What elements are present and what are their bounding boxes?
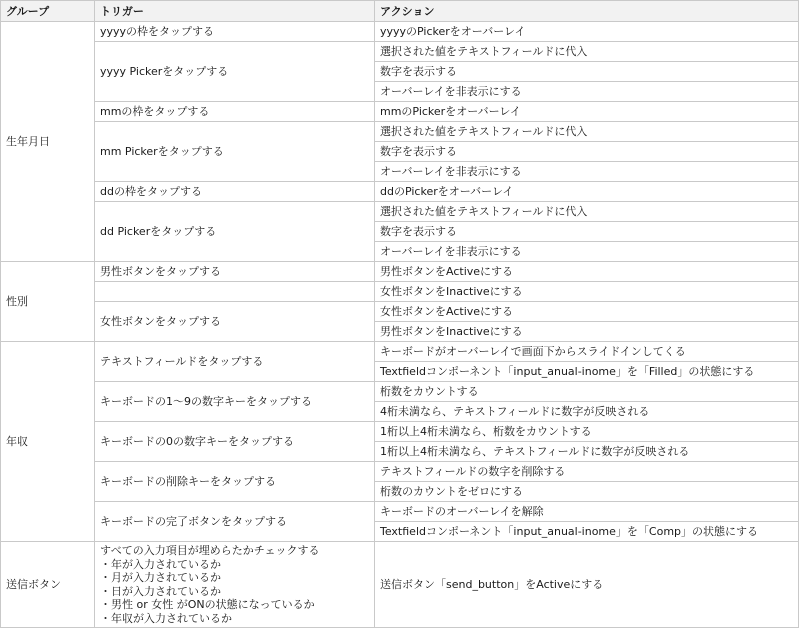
header-action: アクション (375, 1, 799, 22)
header-trigger: トリガー (95, 1, 375, 22)
action-cell: オーバーレイを非表示にする (375, 242, 799, 262)
table-row (1, 202, 799, 222)
table-row (1, 42, 799, 62)
table-row (1, 302, 799, 322)
table-header-row (1, 1, 799, 22)
trigger-cell: キーボードの0の数字キーをタップする (95, 422, 375, 462)
action-cell: 選択された値をテキストフィールドに代入 (375, 122, 799, 142)
trigger-cell: mm Pickerをタップする (95, 122, 375, 182)
trigger-cell: テキストフィールドをタップする (95, 342, 375, 382)
trigger-cell: 女性ボタンをタップする (95, 302, 375, 342)
trigger-cell: キーボードの1〜9の数字キーをタップする (95, 382, 375, 422)
group-cell-income: 年収 (1, 342, 95, 542)
table-row (1, 262, 799, 282)
trigger-cell: yyyy Pickerをタップする (95, 42, 375, 102)
table-row (1, 122, 799, 142)
check-line: ・日が入力されているか (100, 584, 221, 598)
check-line: ・年収が入力されているか (100, 611, 232, 625)
action-cell: 選択された値をテキストフィールドに代入 (375, 202, 799, 222)
table-row (1, 502, 799, 522)
check-line: ・年が入力されているか (100, 557, 221, 571)
trigger-cell: ddの枠をタップする (95, 182, 375, 202)
table-row (1, 542, 799, 628)
action-cell: 桁数をカウントする (375, 382, 799, 402)
action-cell: テキストフィールドの数字を削除する (375, 462, 799, 482)
action-cell: mmのPickerをオーバーレイ (375, 102, 799, 122)
table-row (1, 282, 799, 302)
trigger-cell-empty (95, 282, 375, 302)
trigger-cell: dd Pickerをタップする (95, 202, 375, 262)
action-cell: 数字を表示する (375, 222, 799, 242)
action-cell: Textfieldコンポーネント「input_anual-inome」を「Filled」の状態にする (375, 362, 799, 382)
header-group: グループ (1, 1, 95, 22)
action-cell: yyyyのPickerをオーバーレイ (375, 22, 799, 42)
action-cell: ddのPickerをオーバーレイ (375, 182, 799, 202)
check-line: ・男性 or 女性 がONの状態になっているか (100, 598, 315, 611)
action-cell: 桁数のカウントをゼロにする (375, 482, 799, 502)
action-cell: オーバーレイを非表示にする (375, 82, 799, 102)
action-cell: 選択された値をテキストフィールドに代入 (375, 42, 799, 62)
action-cell: 4桁未満なら、テキストフィールドに数字が反映される (375, 402, 799, 422)
table-row (1, 22, 799, 42)
check-line: ・月が入力されているか (100, 571, 221, 584)
trigger-cell-send-check (95, 542, 375, 628)
trigger-cell: mmの枠をタップする (95, 102, 375, 122)
action-cell: Textfieldコンポーネント「input_anual-inome」を「Comp」の状態にする (375, 522, 799, 542)
group-cell-send: 送信ボタン (1, 542, 95, 628)
check-line: すべての入力項目が埋めらたかチェックする (100, 544, 320, 557)
action-cell: 送信ボタン「send_button」をActiveにする (375, 542, 799, 628)
table-row (1, 422, 799, 442)
action-cell: 1桁以上4桁未満なら、桁数をカウントする (375, 422, 799, 442)
action-cell: 1桁以上4桁未満なら、テキストフィールドに数字が反映される (375, 442, 799, 462)
action-cell: 男性ボタンをInactiveにする (375, 322, 799, 342)
table-row (1, 462, 799, 482)
trigger-cell: キーボードの完了ボタンをタップする (95, 502, 375, 542)
action-cell: 数字を表示する (375, 142, 799, 162)
action-cell: 数字を表示する (375, 62, 799, 82)
trigger-cell: 男性ボタンをタップする (95, 262, 375, 282)
group-cell-birth: 生年月日 (1, 22, 95, 262)
group-cell-gender: 性別 (1, 262, 95, 342)
table-row (1, 382, 799, 402)
action-cell: 女性ボタンをActiveにする (375, 302, 799, 322)
table-row (1, 182, 799, 202)
action-cell: 男性ボタンをActiveにする (375, 262, 799, 282)
trigger-cell: キーボードの削除キーをタップする (95, 462, 375, 502)
table-row (1, 342, 799, 362)
table-row (1, 102, 799, 122)
action-cell: キーボードのオーバーレイを解除 (375, 502, 799, 522)
action-cell: 女性ボタンをInactiveにする (375, 282, 799, 302)
action-cell: キーボードがオーバーレイで画面下からスライドインしてくる (375, 342, 799, 362)
trigger-cell: yyyyの枠をタップする (95, 22, 375, 42)
action-cell: オーバーレイを非表示にする (375, 162, 799, 182)
